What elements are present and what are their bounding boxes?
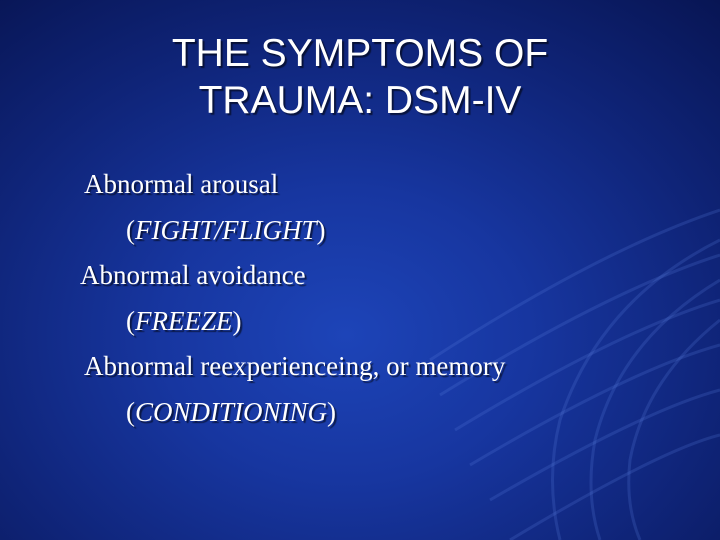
symptom-list: [0, 162, 720, 435]
symptom-avoidance-response: [0, 299, 720, 345]
response-label: CONDITIONING: [135, 396, 328, 427]
symptom-reexperiencing: Abnormal reexperienceing, or memory: [84, 351, 506, 381]
symptom-arousal: Abnormal arousal: [84, 169, 279, 199]
slide-title: [60, 30, 660, 124]
title-line-2: TRAUMA: DSM-IV: [198, 79, 522, 122]
symptom-arousal-response: [0, 208, 720, 254]
paren-open: (: [126, 214, 135, 245]
response-label: FREEZE: [135, 305, 233, 336]
paren-open: (: [126, 305, 135, 336]
symptom-reexperiencing-response: [0, 390, 720, 436]
symptom-avoidance: Abnormal avoidance: [80, 260, 306, 290]
title-line-1: THE SYMPTOMS OF: [171, 32, 549, 75]
list-item: [0, 344, 720, 435]
list-item: [0, 162, 720, 253]
paren-close: ): [316, 214, 326, 245]
paren-close: ): [327, 396, 337, 427]
list-item: [0, 253, 720, 344]
paren-close: ): [232, 305, 242, 336]
paren-open: (: [126, 396, 135, 427]
response-label: FIGHT/FLIGHT: [135, 214, 317, 245]
